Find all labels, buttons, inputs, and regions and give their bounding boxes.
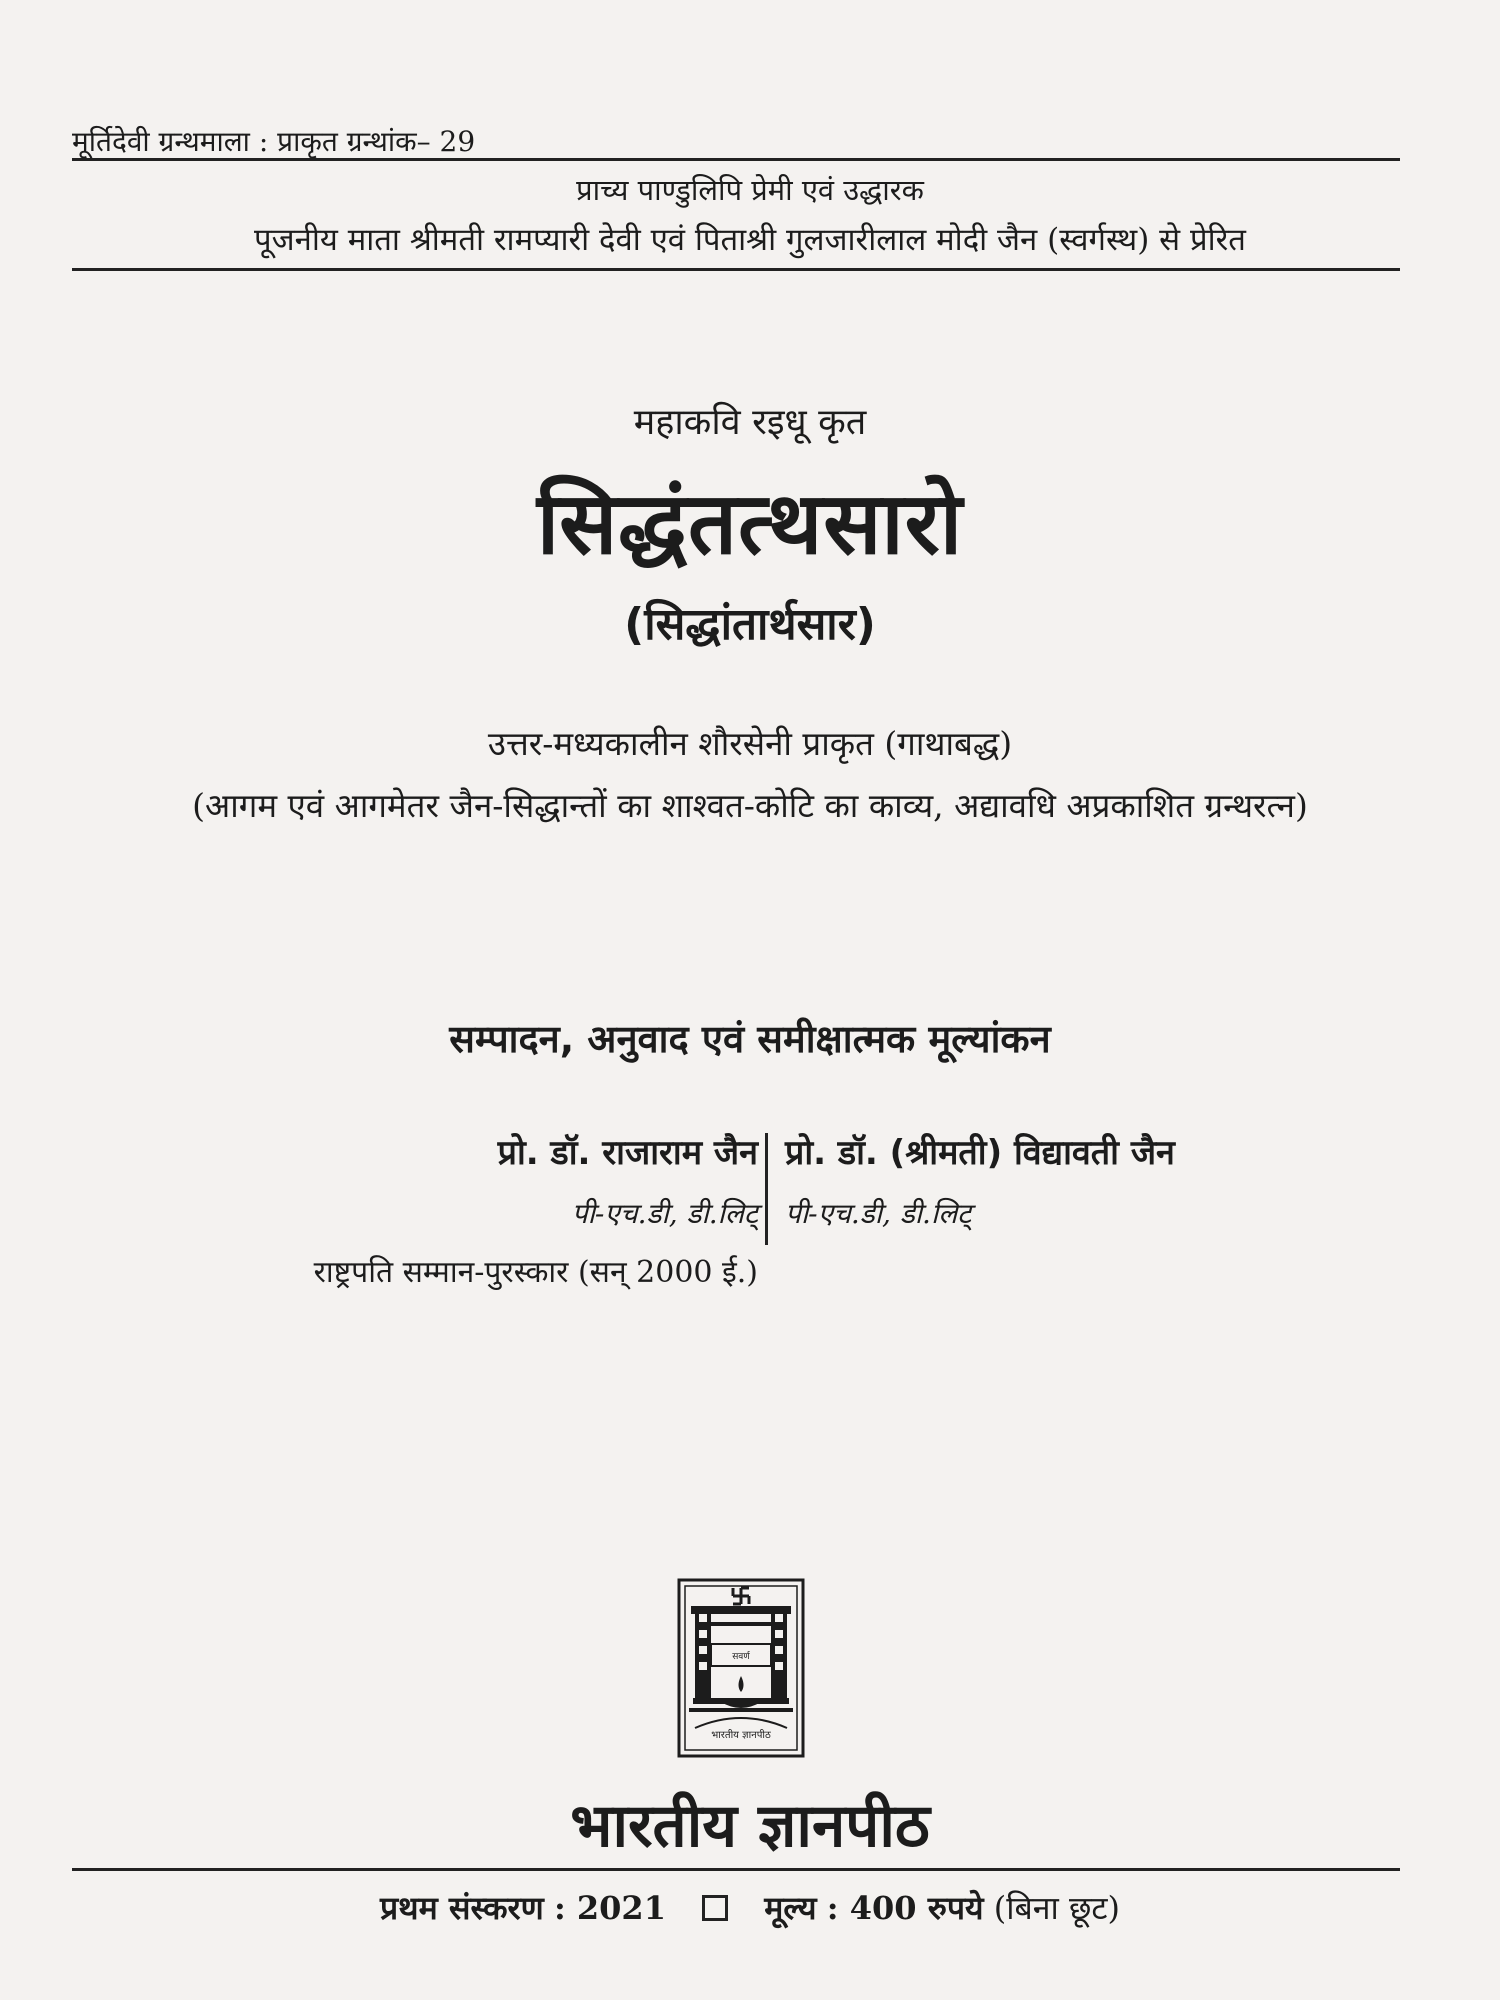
edition-price-line bbox=[0, 1886, 1500, 1929]
book-subtitle: (सिद्धांतार्थसार) bbox=[624, 599, 876, 650]
editors-divider bbox=[765, 1133, 768, 1245]
edition-label: प्रथम संस्करण bbox=[379, 1889, 544, 1927]
editor-2-degrees: पी-एच.डी, डी.लिट् bbox=[785, 1197, 972, 1230]
editor-2-name: प्रो. डॉ. (श्रीमती) विद्यावती जैन bbox=[785, 1133, 1175, 1173]
header-bottom-rule bbox=[72, 268, 1400, 271]
language-line: उत्तर-मध्यकालीन शौरसेनी प्राकृत (गाथाबद्ध) bbox=[487, 724, 1013, 763]
editor-1-degrees: पी-एच.डी, डी.लिट् bbox=[571, 1197, 758, 1230]
book-title: सिद्धंतत्थसारो bbox=[536, 474, 964, 574]
header-top-rule bbox=[72, 158, 1400, 161]
editor-1-award: राष्ट्रपति सम्मान-पुरस्कार (सन् 2000 ई.) bbox=[313, 1255, 758, 1290]
square-bullet-icon bbox=[702, 1895, 728, 1921]
emblem-text-bottom: भारतीय ज्ञानपीठ bbox=[711, 1730, 771, 1741]
description-line: (आगम एवं आगमेतर जैन-सिद्धान्तों का शाश्वत-कोटि का काव्य, अद्यावधि अप्रकाशित ग्रन्थरत्न) bbox=[192, 786, 1308, 825]
editor-1-name: प्रो. डॉ. राजाराम जैन bbox=[497, 1133, 758, 1173]
editors-heading: सम्पादन, अनुवाद एवं समीक्षात्मक मूल्यांकन bbox=[449, 1017, 1051, 1061]
price-separator: : bbox=[826, 1889, 850, 1927]
price-value: 400 रुपये bbox=[849, 1889, 984, 1927]
inspiration-line-2: पूजनीय माता श्रीमती रामप्यारी देवी एवं पिताश्री गुलजारीलाल मोदी जैन (स्वर्गस्थ) से प्रेरित bbox=[254, 222, 1246, 258]
price-note: (बिना छूट) bbox=[993, 1889, 1121, 1927]
footer-rule bbox=[72, 1868, 1400, 1871]
edition-year: 2021 bbox=[576, 1889, 666, 1927]
price-label: मूल्य bbox=[764, 1889, 817, 1927]
edition-separator: : bbox=[553, 1889, 577, 1927]
series-label: मूर्तिदेवी ग्रन्थमाला : प्राकृत ग्रन्थांक– 29 bbox=[72, 125, 476, 158]
author-line: महाकवि रइधू कृत bbox=[633, 402, 867, 443]
publisher-emblem-icon bbox=[677, 1578, 805, 1758]
emblem-text-top: सवर्ण bbox=[732, 1652, 750, 1662]
inspiration-line-1: प्राच्य पाण्डुलिपि प्रेमी एवं उद्धारक bbox=[576, 173, 924, 207]
publisher-name: भारतीय ज्ञानपीठ bbox=[570, 1791, 930, 1861]
